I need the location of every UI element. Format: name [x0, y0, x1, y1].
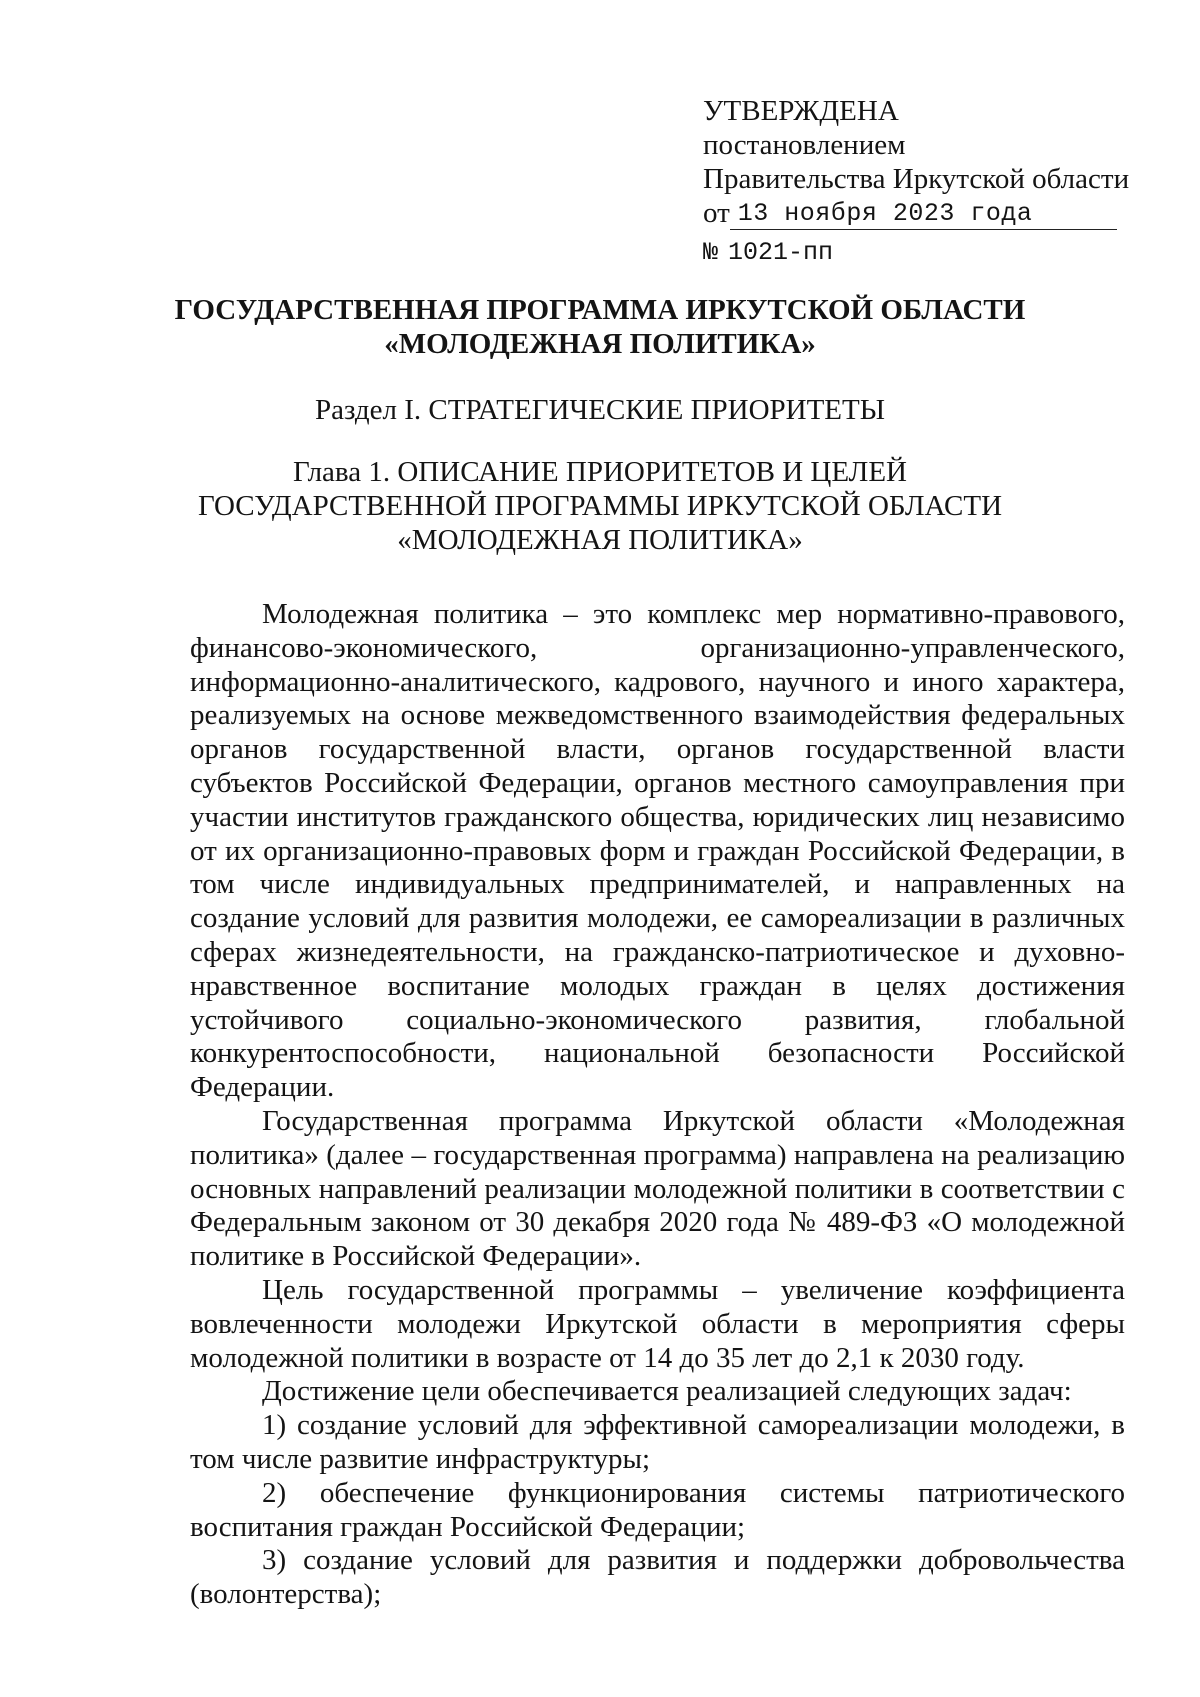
chapter-heading-line-1: Глава 1. ОПИСАНИЕ ПРИОРИТЕТОВ И ЦЕЛЕЙ — [293, 456, 907, 488]
approval-status: УТВЕРЖДЕНА — [703, 95, 899, 127]
paragraph-program-goal: Цель государственной программы – увеличение коэффициента вовлеченности молодежи Иркутской области в мероприятия сферы молодежной политики в возрасте от 14 до 35 лет до 2,1 к 2030 году. — [190, 1273, 1125, 1374]
paragraph-definition: Молодежная политика – это комплекс мер нормативно-правового, финансово-экономического, организационно-управленческого, информационно-аналитического, кадрового, научного и иного характера, реализуемых на основе межведомственного взаимодействия федеральных органов государственной власти, органов государственной власти субъектов Российской Федерации, органов местного самоуправления при участии институтов гражданского общества, юридических лиц независимо от их организационно-правовых форм и граждан Российской Федерации, в том числе индивидуальных предпринимателей, и направленных на создание условий для развития молодежи, ее самореализации в различных сферах жизнедеятельности, на гражданско-патриотическое и духовно-нравственное воспитание молодых граждан в целях достижения устойчивого социально-экономического развития, глобальной конкурентоспособности, национальной безопасности Российской Федерации. — [190, 598, 1125, 1104]
document-title — [60, 293, 1140, 361]
approval-number-value: 1021-пп — [728, 238, 834, 267]
document-title-line-2: «МОЛОДЕЖНАЯ ПОЛИТИКА» — [384, 328, 816, 360]
paragraph-tasks-intro: Достижение цели обеспечивается реализацией следующих задач: — [262, 1375, 1072, 1408]
approval-date-line — [703, 196, 1123, 230]
document-title-line-1: ГОСУДАРСТВЕННАЯ ПРОГРАММА ИРКУТСКОЙ ОБЛАСТИ — [174, 294, 1026, 326]
approval-government: Правительства Иркутской области — [703, 163, 1130, 195]
task-item-3: 3) создание условий для развития и поддержки добровольчества (волонтерства); — [190, 1544, 1125, 1611]
approval-number-line — [703, 236, 1123, 270]
section-heading: Раздел I. СТРАТЕГИЧЕСКИЕ ПРИОРИТЕТЫ — [314, 394, 886, 426]
task-item-2: 2) обеспечение функционирования системы патриотического воспитания граждан Российской Федерации; — [190, 1476, 1125, 1543]
chapter-heading — [60, 455, 1140, 557]
approval-date-prefix: от — [703, 197, 730, 229]
approval-resolution: постановлением — [703, 129, 906, 161]
chapter-heading-line-2: ГОСУДАРСТВЕННОЙ ПРОГРАММЫ ИРКУТСКОЙ ОБЛАСТИ — [197, 490, 1003, 522]
task-item-1: 1) создание условий для эффективной самореализации молодежи, в том числе развитие инфраструктуры; — [190, 1409, 1125, 1475]
approval-date-value: 13 ноября 2023 года — [730, 199, 1117, 230]
paragraph-program-direction: Государственная программа Иркутской области «Молодежная политика» (далее – государственная программа) направлена на реализацию основных направлений реализации молодежной политики в соответствии с Федеральным законом от 30 декабря 2020 года № 489-ФЗ «О молодежной политике в Российской Федерации». — [190, 1104, 1125, 1273]
body-text — [190, 598, 1125, 1612]
approval-number-prefix: № — [703, 238, 719, 267]
chapter-heading-line-3: «МОЛОДЕЖНАЯ ПОЛИТИКА» — [397, 524, 803, 556]
approval-block — [703, 94, 1130, 270]
